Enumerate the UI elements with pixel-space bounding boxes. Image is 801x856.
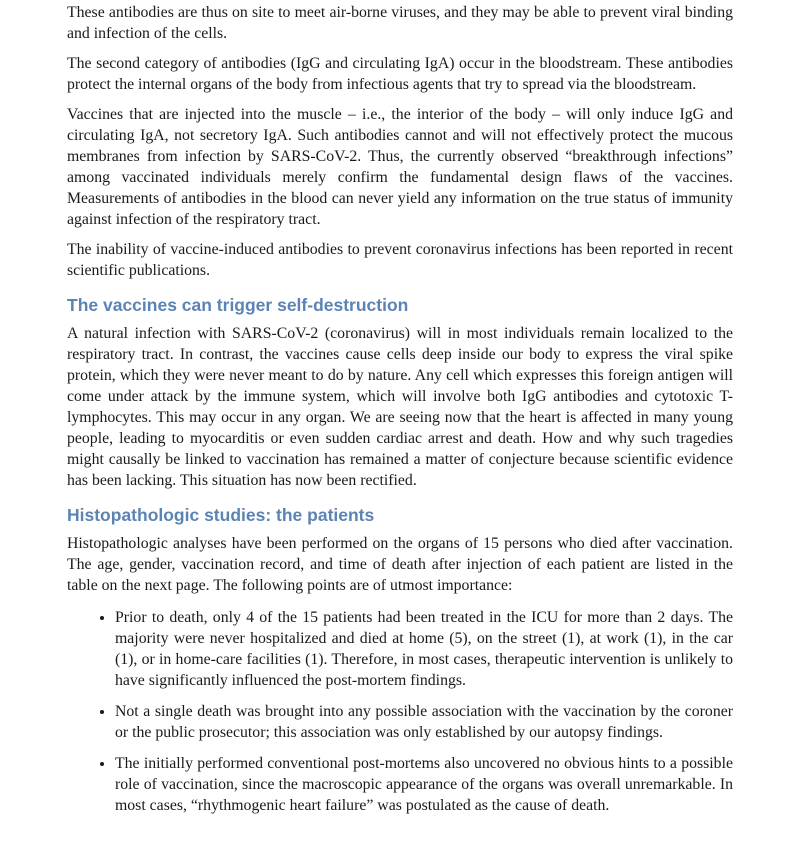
paragraph-inability: The inability of vaccine-induced antibodies to prevent coronavirus infections has been reported in recent scientific publications. — [67, 241, 733, 279]
paragraph-histopathologic-analyses: Histopathologic analyses have been performed on the organs of 15 persons who died after vaccination. The age, gender, vaccination record, and time of death after injection of each patient are listed in the table on the next page. The following points are of utmost importance: — [67, 535, 733, 594]
paragraph-airborne-antibodies: These antibodies are thus on site to meet air-borne viruses, and they may be able to prevent viral binding and infection of the cells. — [67, 4, 733, 42]
bullet-item-coroner: • Not a single death was brought into any possible association with the vaccination by the coroner or the public prosecutor; this association was only established by our autopsy findings. — [115, 701, 733, 743]
bullet-item-post-mortems: • The initially performed conventional post-mortems also uncovered no obvious hints to a possible role of vaccination, since the macroscopic appearance of the organs was overall unremarkable. In most cases, “rhythmogenic heart failure” was postulated as the cause of death. — [115, 753, 733, 816]
section-heading-histopathologic-studies: Histopathologic studies: the patients — [67, 505, 375, 525]
paragraph-injected-vaccines: Vaccines that are injected into the muscle – i.e., the interior of the body – will only induce IgG and circulating IgA, not secretory IgA. Such antibodies cannot and will not effectively protect the mucous membranes from infection by SARS-CoV-2. Thus, the currently observed “breakthrough infections” among vaccinated individuals merely confirm the fundamental design flaws of the vaccines. Measurements of antibodies in the blood can never yield any information on the true status of immunity against infection of the respiratory tract. — [67, 106, 733, 228]
paragraph-natural-infection: A natural infection with SARS-CoV-2 (coronavirus) will in most individuals remain localized to the respiratory tract. In contrast, the vaccines cause cells deep inside our body to express the viral spike protein, which they were never meant to do by nature. Any cell which expresses this foreign antigen will come under attack by the immune system, which will involve both IgG antibodies and cytotoxic T-lymphocytes. This may occur in any organ. We are seeing now that the heart is affected in many young people, leading to myocarditis or even sudden cardiac arrest and death. How and why such tragedies might causally be linked to vaccination has remained a matter of conjecture because scientific evidence has been lacking. This situation has now been rectified. — [67, 325, 733, 489]
section-heading-self-destruction: The vaccines can trigger self-destruction — [67, 295, 409, 315]
bullet-list — [67, 607, 733, 816]
bullet-item-icu: • Prior to death, only 4 of the 15 patients had been treated in the ICU for more than 2 days. The majority were never hospitalized and died at home (5), on the street (1), at work (1), in the car (1), or in home-care facilities (1). Therefore, in most cases, therapeutic intervention is unlikely to have significantly influenced the post-mortem findings. — [115, 607, 733, 691]
paragraph-second-category: The second category of antibodies (IgG and circulating IgA) occur in the bloodstream. These antibodies protect the internal organs of the body from infectious agents that try to spread via the bloodstream. — [67, 55, 733, 93]
